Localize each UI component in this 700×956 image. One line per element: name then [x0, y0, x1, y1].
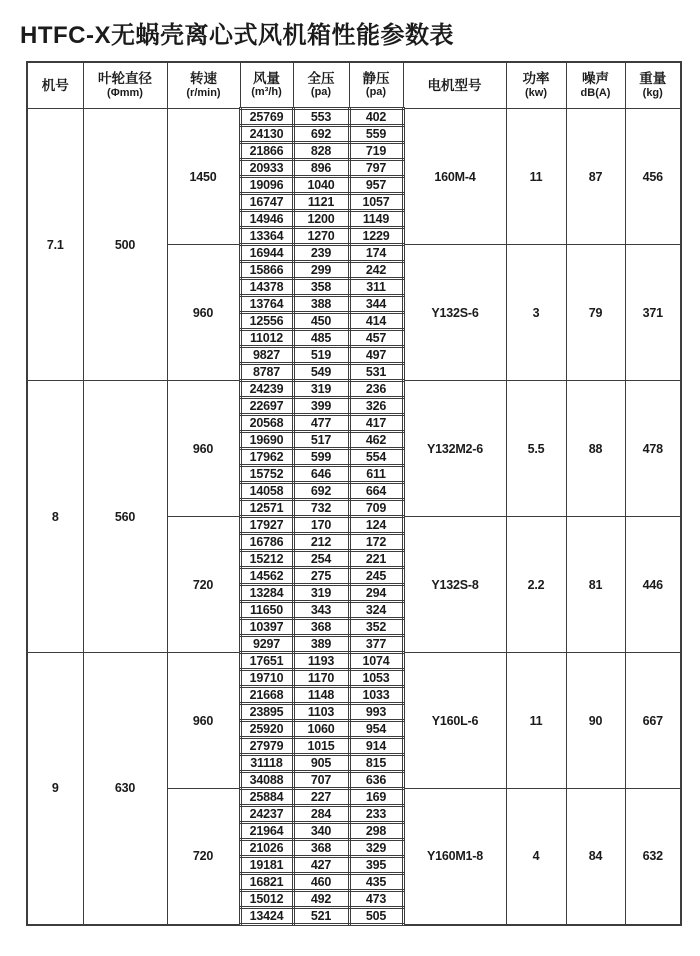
- static-pressure-cell: 326: [349, 398, 403, 415]
- airflow-cell: 21026: [240, 840, 293, 857]
- total-pressure-cell: 1015: [293, 738, 349, 755]
- machine-no-cell: 8: [27, 381, 83, 653]
- static-pressure-cell: 993: [349, 704, 403, 721]
- static-pressure-cell: 611: [349, 466, 403, 483]
- header-power: 功率 (kw): [506, 62, 566, 109]
- total-pressure-cell: 1170: [293, 670, 349, 687]
- page-title: HTFC-X无蜗壳离心式风机箱性能参数表: [20, 22, 454, 49]
- speed-cell: 960: [167, 653, 240, 789]
- airflow-cell: 14058: [240, 483, 293, 500]
- power-cell: 4: [506, 789, 566, 925]
- performance-table-body: [27, 109, 681, 925]
- airflow-cell: 13764: [240, 296, 293, 313]
- motor-model-cell: 160M-4: [403, 109, 506, 245]
- noise-cell: 88: [566, 381, 625, 517]
- total-pressure-cell: 492: [293, 891, 349, 908]
- static-pressure-cell: 395: [349, 857, 403, 874]
- static-pressure-cell: 1053: [349, 670, 403, 687]
- total-pressure-cell: 646: [293, 466, 349, 483]
- total-pressure-cell: 368: [293, 840, 349, 857]
- airflow-cell: 17962: [240, 449, 293, 466]
- static-pressure-cell: 531: [349, 364, 403, 381]
- airflow-cell: 21964: [240, 823, 293, 840]
- header-static-pressure: 静压 (pa): [349, 62, 403, 109]
- total-pressure-cell: 1148: [293, 687, 349, 704]
- performance-table: [26, 61, 682, 926]
- power-cell: 11: [506, 653, 566, 789]
- motor-model-cell: Y132M2-6: [403, 381, 506, 517]
- static-pressure-cell: 236: [349, 381, 403, 398]
- static-pressure-cell: 329: [349, 840, 403, 857]
- total-pressure-cell: 212: [293, 534, 349, 551]
- speed-cell: 1450: [167, 109, 240, 245]
- total-pressure-cell: 549: [293, 364, 349, 381]
- static-pressure-cell: 797: [349, 160, 403, 177]
- power-cell: 5.5: [506, 381, 566, 517]
- airflow-cell: 25769: [240, 109, 293, 126]
- airflow-cell: 11012: [240, 330, 293, 347]
- airflow-cell: 20933: [240, 160, 293, 177]
- static-pressure-cell: 221: [349, 551, 403, 568]
- airflow-cell: 9827: [240, 347, 293, 364]
- weight-cell: 371: [625, 245, 681, 381]
- total-pressure-cell: 319: [293, 585, 349, 602]
- airflow-cell: 19096: [240, 177, 293, 194]
- airflow-cell: 14946: [240, 211, 293, 228]
- total-pressure-cell: 239: [293, 245, 349, 262]
- impeller-diameter-cell: 630: [83, 653, 167, 925]
- speed-cell: 960: [167, 381, 240, 517]
- motor-model-cell: Y132S-6: [403, 245, 506, 381]
- total-pressure-cell: 450: [293, 313, 349, 330]
- weight-cell: 478: [625, 381, 681, 517]
- total-pressure-cell: 485: [293, 330, 349, 347]
- static-pressure-cell: 636: [349, 772, 403, 789]
- static-pressure-cell: 1229: [349, 228, 403, 245]
- total-pressure-cell: 299: [293, 262, 349, 279]
- total-pressure-cell: 1040: [293, 177, 349, 194]
- noise-cell: 84: [566, 789, 625, 925]
- static-pressure-cell: 554: [349, 449, 403, 466]
- total-pressure-cell: 340: [293, 823, 349, 840]
- impeller-diameter-cell: 560: [83, 381, 167, 653]
- airflow-cell: 16821: [240, 874, 293, 891]
- airflow-cell: 24239: [240, 381, 293, 398]
- static-pressure-cell: 914: [349, 738, 403, 755]
- total-pressure-cell: 707: [293, 772, 349, 789]
- airflow-cell: 27979: [240, 738, 293, 755]
- static-pressure-cell: 233: [349, 806, 403, 823]
- static-pressure-cell: 298: [349, 823, 403, 840]
- weight-cell: 667: [625, 653, 681, 789]
- airflow-cell: 19710: [240, 670, 293, 687]
- static-pressure-cell: 245: [349, 568, 403, 585]
- machine-no-cell: 7.1: [27, 109, 83, 381]
- power-cell: 2.2: [506, 517, 566, 653]
- total-pressure-cell: 358: [293, 279, 349, 296]
- airflow-cell: 34088: [240, 772, 293, 789]
- header-speed: 转速 (r/min): [167, 62, 240, 109]
- total-pressure-cell: 692: [293, 126, 349, 143]
- static-pressure-cell: 311: [349, 279, 403, 296]
- airflow-cell: 14378: [240, 279, 293, 296]
- total-pressure-cell: 599: [293, 449, 349, 466]
- noise-cell: 87: [566, 109, 625, 245]
- total-pressure-cell: 519: [293, 347, 349, 364]
- motor-model-cell: Y160M1-8: [403, 789, 506, 925]
- weight-cell: 446: [625, 517, 681, 653]
- static-pressure-cell: 497: [349, 347, 403, 364]
- static-pressure-cell: 719: [349, 143, 403, 160]
- header-noise: 噪声 dB(A): [566, 62, 625, 109]
- static-pressure-cell: 174: [349, 245, 403, 262]
- machine-no-cell: 9: [27, 653, 83, 925]
- airflow-cell: 15752: [240, 466, 293, 483]
- static-pressure-cell: 473: [349, 891, 403, 908]
- airflow-cell: 24237: [240, 806, 293, 823]
- static-pressure-cell: 172: [349, 534, 403, 551]
- airflow-cell: 8787: [240, 364, 293, 381]
- noise-cell: 90: [566, 653, 625, 789]
- static-pressure-cell: 1149: [349, 211, 403, 228]
- static-pressure-cell: 294: [349, 585, 403, 602]
- airflow-cell: 16786: [240, 534, 293, 551]
- header-motor-model: 电机型号: [403, 62, 506, 109]
- airflow-cell: 17927: [240, 517, 293, 534]
- total-pressure-cell: 343: [293, 602, 349, 619]
- static-pressure-cell: 664: [349, 483, 403, 500]
- header-weight: 重量 (kg): [625, 62, 681, 109]
- static-pressure-cell: 709: [349, 500, 403, 517]
- static-pressure-cell: 344: [349, 296, 403, 313]
- power-cell: 3: [506, 245, 566, 381]
- airflow-cell: 13424: [240, 908, 293, 925]
- airflow-cell: 25920: [240, 721, 293, 738]
- total-pressure-cell: 905: [293, 755, 349, 772]
- weight-cell: 632: [625, 789, 681, 925]
- airflow-cell: 17651: [240, 653, 293, 670]
- static-pressure-cell: 457: [349, 330, 403, 347]
- airflow-cell: 21866: [240, 143, 293, 160]
- static-pressure-cell: 505: [349, 908, 403, 925]
- static-pressure-cell: 1074: [349, 653, 403, 670]
- total-pressure-cell: 521: [293, 908, 349, 925]
- noise-cell: 81: [566, 517, 625, 653]
- header-row: [27, 62, 681, 109]
- airflow-cell: 13284: [240, 585, 293, 602]
- airflow-cell: 15212: [240, 551, 293, 568]
- static-pressure-cell: 352: [349, 619, 403, 636]
- static-pressure-cell: 402: [349, 109, 403, 126]
- airflow-cell: 13364: [240, 228, 293, 245]
- header-airflow: 风量 (m³/h): [240, 62, 293, 109]
- total-pressure-cell: 389: [293, 636, 349, 653]
- total-pressure-cell: 170: [293, 517, 349, 534]
- noise-cell: 79: [566, 245, 625, 381]
- total-pressure-cell: 399: [293, 398, 349, 415]
- airflow-cell: 15012: [240, 891, 293, 908]
- airflow-cell: 23895: [240, 704, 293, 721]
- airflow-cell: 12571: [240, 500, 293, 517]
- static-pressure-cell: 462: [349, 432, 403, 449]
- static-pressure-cell: 124: [349, 517, 403, 534]
- total-pressure-cell: 1270: [293, 228, 349, 245]
- motor-model-cell: Y160L-6: [403, 653, 506, 789]
- impeller-diameter-cell: 500: [83, 109, 167, 381]
- airflow-cell: 12556: [240, 313, 293, 330]
- speed-cell: 960: [167, 245, 240, 381]
- total-pressure-cell: 1193: [293, 653, 349, 670]
- airflow-cell: 9297: [240, 636, 293, 653]
- static-pressure-cell: 559: [349, 126, 403, 143]
- speed-cell: 720: [167, 517, 240, 653]
- total-pressure-cell: 275: [293, 568, 349, 585]
- total-pressure-cell: 1121: [293, 194, 349, 211]
- power-cell: 11: [506, 109, 566, 245]
- total-pressure-cell: 227: [293, 789, 349, 806]
- weight-cell: 456: [625, 109, 681, 245]
- airflow-cell: 31118: [240, 755, 293, 772]
- airflow-cell: 16944: [240, 245, 293, 262]
- table-row: [27, 109, 681, 126]
- table-row: [27, 381, 681, 398]
- airflow-cell: 20568: [240, 415, 293, 432]
- airflow-cell: 15866: [240, 262, 293, 279]
- total-pressure-cell: 692: [293, 483, 349, 500]
- airflow-cell: 21668: [240, 687, 293, 704]
- total-pressure-cell: 368: [293, 619, 349, 636]
- total-pressure-cell: 319: [293, 381, 349, 398]
- airflow-cell: 16747: [240, 194, 293, 211]
- total-pressure-cell: 1060: [293, 721, 349, 738]
- total-pressure-cell: 517: [293, 432, 349, 449]
- static-pressure-cell: 954: [349, 721, 403, 738]
- total-pressure-cell: 553: [293, 109, 349, 126]
- static-pressure-cell: 324: [349, 602, 403, 619]
- total-pressure-cell: 896: [293, 160, 349, 177]
- header-impeller-diameter: 叶轮直径 (Φmm): [83, 62, 167, 109]
- total-pressure-cell: 732: [293, 500, 349, 517]
- static-pressure-cell: 1033: [349, 687, 403, 704]
- speed-cell: 720: [167, 789, 240, 925]
- static-pressure-cell: 435: [349, 874, 403, 891]
- airflow-cell: 11650: [240, 602, 293, 619]
- static-pressure-cell: 1057: [349, 194, 403, 211]
- airflow-cell: 24130: [240, 126, 293, 143]
- total-pressure-cell: 1200: [293, 211, 349, 228]
- header-total-pressure: 全压 (pa): [293, 62, 349, 109]
- static-pressure-cell: 957: [349, 177, 403, 194]
- total-pressure-cell: 254: [293, 551, 349, 568]
- airflow-cell: 10397: [240, 619, 293, 636]
- static-pressure-cell: 242: [349, 262, 403, 279]
- table-row: [27, 653, 681, 670]
- total-pressure-cell: 427: [293, 857, 349, 874]
- static-pressure-cell: 169: [349, 789, 403, 806]
- total-pressure-cell: 828: [293, 143, 349, 160]
- total-pressure-cell: 388: [293, 296, 349, 313]
- header-machine-no: 机号: [27, 62, 83, 109]
- total-pressure-cell: 477: [293, 415, 349, 432]
- static-pressure-cell: 414: [349, 313, 403, 330]
- static-pressure-cell: 417: [349, 415, 403, 432]
- total-pressure-cell: 460: [293, 874, 349, 891]
- airflow-cell: 19181: [240, 857, 293, 874]
- airflow-cell: 14562: [240, 568, 293, 585]
- airflow-cell: 22697: [240, 398, 293, 415]
- static-pressure-cell: 377: [349, 636, 403, 653]
- total-pressure-cell: 284: [293, 806, 349, 823]
- total-pressure-cell: 1103: [293, 704, 349, 721]
- airflow-cell: 25884: [240, 789, 293, 806]
- airflow-cell: 19690: [240, 432, 293, 449]
- static-pressure-cell: 815: [349, 755, 403, 772]
- motor-model-cell: Y132S-8: [403, 517, 506, 653]
